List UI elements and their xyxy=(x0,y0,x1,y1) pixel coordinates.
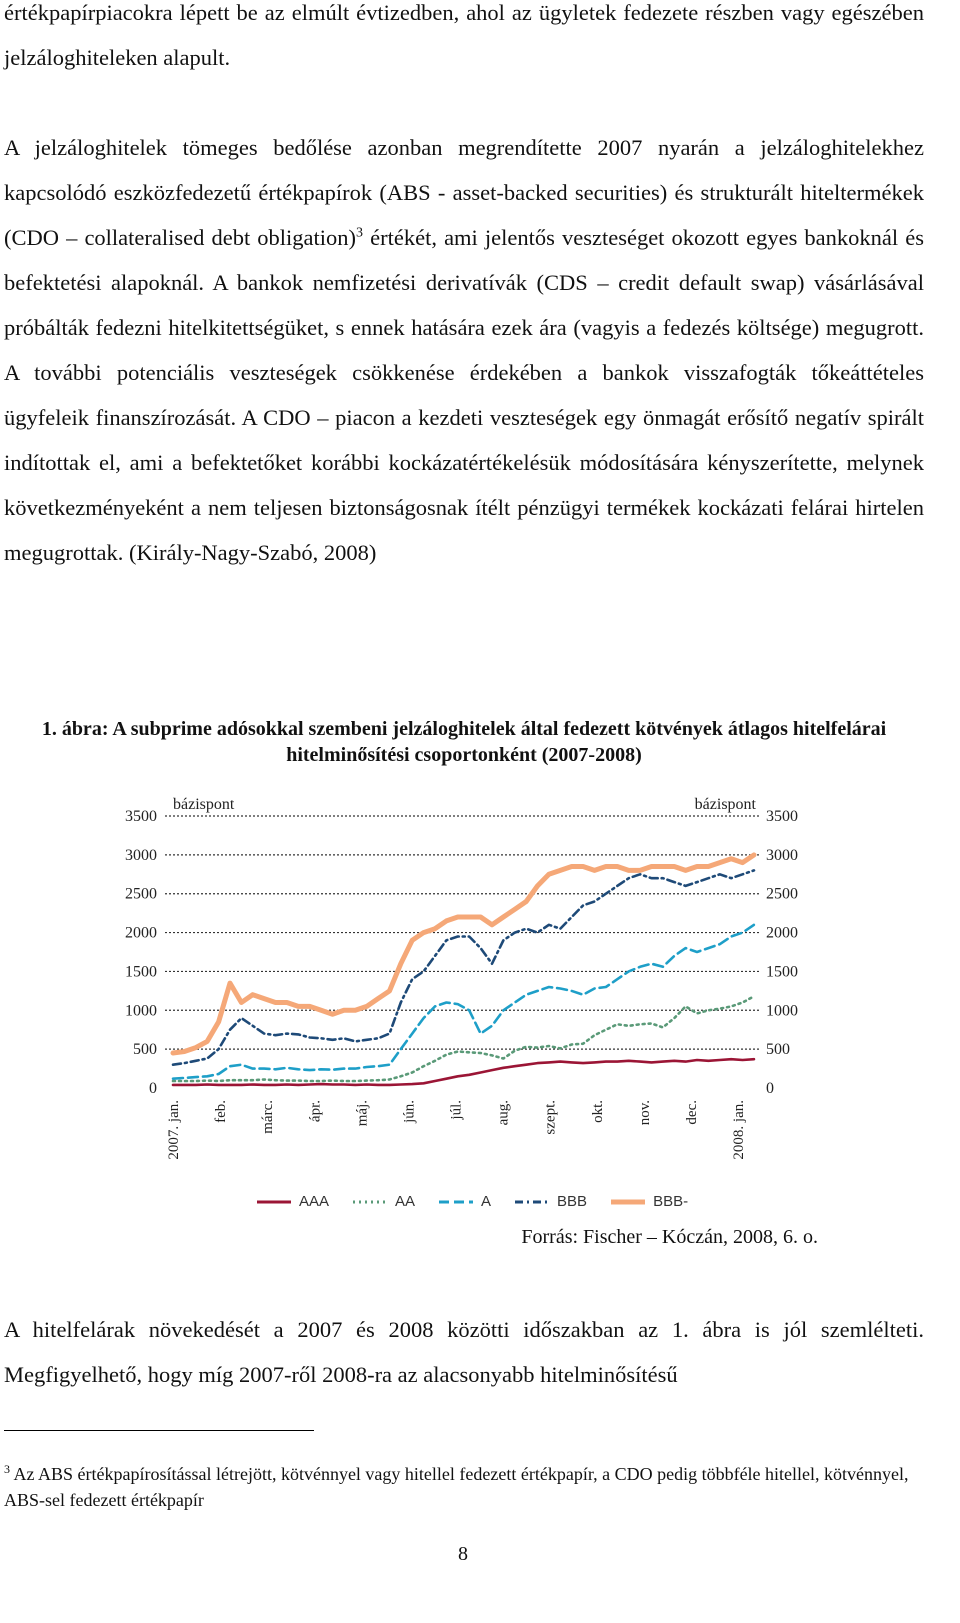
legend-label-A: A xyxy=(481,1193,492,1210)
legend-item-BBB xyxy=(513,1193,587,1210)
legend-item-A xyxy=(437,1193,491,1210)
legend-swatch-BBB xyxy=(513,1197,551,1207)
y-tick-left-3500: 3500 xyxy=(125,808,157,825)
paragraph-crisis xyxy=(4,125,924,575)
y-tick-left-2000: 2000 xyxy=(125,924,157,942)
y-tick-left-3000: 3000 xyxy=(125,846,157,864)
y-tick-right-1500: 1500 xyxy=(766,963,798,981)
x-tick-8: szept. xyxy=(542,1100,559,1135)
paragraph-spreads: A hitelfelárak növekedését a 2007 és 2008 közötti időszakban az 1. ábra is jól szemlélteti. Megfigyelhető, hogy míg 2007-ről 2008-ra az alacsonyabb hitelminősítésű xyxy=(4,1317,924,1387)
paragraph-crisis-text-a: A jelzáloghitelek tömeges bedőlése azonban megrendítette 2007 nyarán a jelzáloghitelekhez kapcsolódó eszközfedezetű értékpapírok (ABS - asset-backed securities) és strukturált hiteltermékek (CDO – collateralised debt obligation) xyxy=(4,135,924,250)
y-tick-right-0: 0 xyxy=(766,1080,774,1097)
legend-item-BBB- xyxy=(609,1193,688,1210)
paragraph-intro: értékpapírpiacokra lépett be az elmúlt évtizedben, ahol az ügyletek fedezete részben vagy egészében jelzáloghiteleken alapult. xyxy=(4,0,924,70)
y-unit-left: bázispont xyxy=(173,796,235,813)
y-tick-right-3000: 3000 xyxy=(766,846,798,864)
y-tick-left-1500: 1500 xyxy=(125,963,157,981)
x-tick-0: 2007. jan. xyxy=(166,1100,182,1160)
footnote-number: 3 xyxy=(4,1462,10,1476)
legend-item-AAA xyxy=(255,1193,329,1210)
legend-swatch-BBB- xyxy=(609,1197,647,1207)
x-tick-1: feb. xyxy=(213,1100,230,1123)
x-tick-5: jún. xyxy=(401,1100,418,1123)
x-tick-3: ápr. xyxy=(307,1100,324,1123)
x-tick-11: dec. xyxy=(683,1100,700,1125)
legend-label-BBB: BBB xyxy=(557,1193,588,1210)
series-line-A xyxy=(173,925,754,1079)
figure-caption-line2: hitelminősítési csoportonként (2007-2008) xyxy=(286,744,642,766)
series-line-AAA xyxy=(173,1059,754,1085)
footnote-text: Az ABS értékpapírosítással létrejött, kötvénnyel vagy hitellel fedezett értékpapír, a CDO pedig többféle hitellel, kötvénnyel, ABS-sel fedezett értékpapír xyxy=(4,1464,909,1510)
footnote-reference: 3 xyxy=(356,225,364,241)
legend-swatch-A xyxy=(437,1197,475,1207)
legend-label-AAA: AAA xyxy=(299,1193,330,1210)
x-tick-4: máj. xyxy=(354,1100,371,1127)
y-tick-right-2000: 2000 xyxy=(766,924,798,942)
x-tick-12: 2008. jan. xyxy=(731,1100,747,1160)
y-tick-right-2500: 2500 xyxy=(766,885,798,903)
footnote-divider xyxy=(4,1430,314,1431)
y-tick-right-500: 500 xyxy=(766,1041,790,1059)
legend-swatch-AA xyxy=(351,1197,389,1207)
legend-label-BBB-: BBB- xyxy=(653,1193,689,1210)
legend-swatch-AAA xyxy=(255,1197,293,1207)
paragraph-crisis-text-b: értékét, ami jelentős veszteséget okozott egyes bankoknál és befektetési alapoknál. A bankok nemfizetési derivatívák (CDS – credit default swap) vásárlásával próbálták fedezni hitelkitettségüket, s ennek hatására ezek ára (vagyis a fedezés költsége) megugrott. A további potenciális veszteségek csökkenése érdekében a bankok visszafogták tőkeáttételes ügyfeleik finanszírozását. A CDO – piacon a kezdeti veszteségek egy önmagát erősítő negatív spirált indítottak el, ami a befektetőket korábbi kockázatértékelésük módosítására kényszerítette, melynek következményeként a nem teljesen biztonságosnak ítélt pénzügyi termékek kockázati felárai hirtelen megugrottak. (Király-Nagy-Szabó, 2008) xyxy=(4,225,924,565)
y-tick-left-500: 500 xyxy=(133,1041,157,1059)
y-unit-right: bázispont xyxy=(694,796,756,813)
x-tick-7: aug. xyxy=(495,1100,512,1126)
x-tick-6: júl. xyxy=(448,1100,465,1120)
figure-caption xyxy=(4,716,924,768)
footnote xyxy=(4,1456,924,1513)
series-line-BBB xyxy=(173,870,754,1064)
x-tick-10: nov. xyxy=(636,1100,653,1126)
figure-source: Forrás: Fischer – Kóczán, 2008, 6. o. xyxy=(521,1226,818,1248)
page-number: 8 xyxy=(458,1543,468,1565)
y-tick-right-1000: 1000 xyxy=(766,1002,798,1020)
y-tick-left-2500: 2500 xyxy=(125,885,157,903)
y-tick-left-1000: 1000 xyxy=(125,1002,157,1020)
figure-caption-line1: 1. ábra: A subprime adósokkal szembeni jelzáloghitelek által fedezett kötvények átlagos hitelfelárai xyxy=(41,718,887,740)
chart-legend xyxy=(255,1193,688,1210)
legend-item-AA xyxy=(351,1193,415,1210)
legend-label-AA: AA xyxy=(395,1193,416,1210)
y-tick-right-3500: 3500 xyxy=(766,808,798,825)
x-tick-2: márc. xyxy=(260,1100,277,1134)
x-tick-9: okt. xyxy=(589,1100,606,1123)
y-tick-left-0: 0 xyxy=(149,1080,157,1097)
spread-chart xyxy=(100,790,820,1200)
